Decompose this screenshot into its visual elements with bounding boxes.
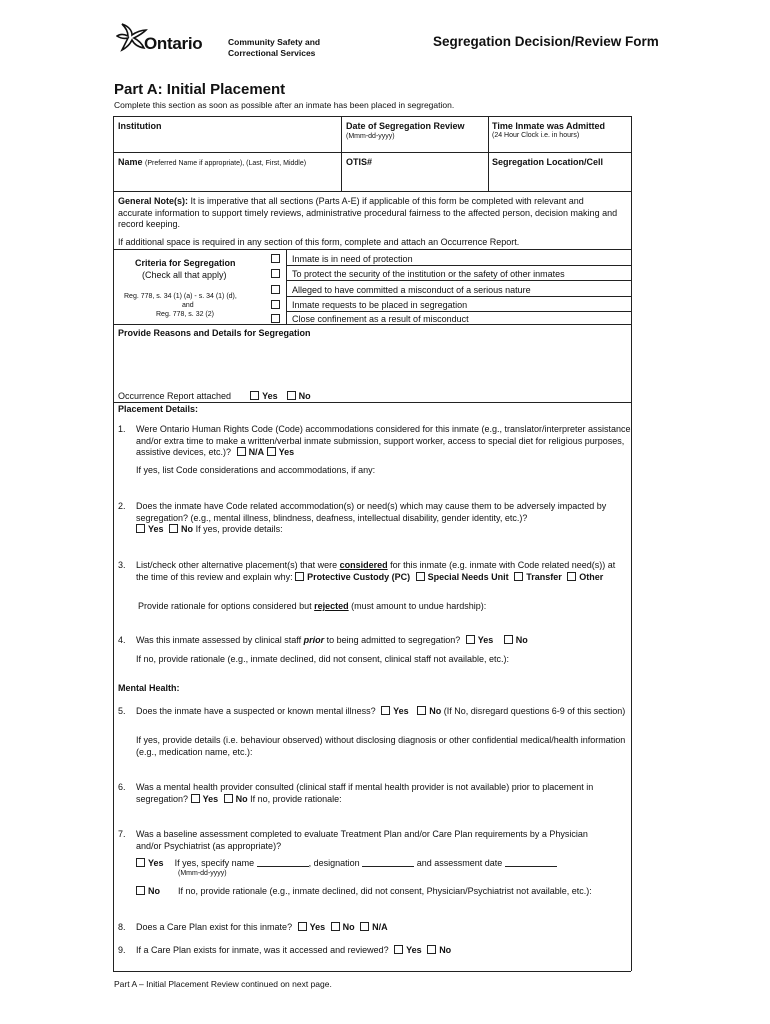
q4-no-checkbox[interactable]	[504, 635, 513, 644]
otis-field[interactable]	[343, 168, 486, 189]
mental-health-label: Mental Health:	[118, 683, 180, 693]
placement-details-label: Placement Details:	[118, 404, 199, 414]
q2-yes-checkbox[interactable]	[136, 524, 145, 533]
occurrence-row	[118, 391, 311, 401]
occurrence-label: Occurrence Report attached	[118, 391, 232, 401]
q3-rationale	[138, 601, 486, 611]
criteria-option-3[interactable]	[271, 300, 283, 310]
part-a-instruction: Complete this section as soon as possible after an inmate has been placed in segregation.	[114, 100, 455, 110]
q6-yes-label: Yes	[202, 793, 219, 804]
q1-number: 1.	[118, 424, 126, 434]
q9-number: 9.	[118, 945, 126, 955]
q8-yes-label: Yes	[309, 922, 326, 932]
q6-no-label: No	[235, 793, 248, 804]
q4-text-a: Was this inmate assessed by clinical staff	[136, 635, 302, 645]
name-label-group	[118, 157, 306, 167]
q8-number: 8.	[118, 922, 126, 932]
q2-number: 2.	[118, 501, 126, 511]
admit-time-field[interactable]	[490, 142, 629, 151]
q5-answer-field[interactable]	[136, 760, 626, 778]
ministry-name	[228, 37, 320, 59]
additional-space-note: If additional space is required in any section of this form, complete and attach an Occurrence Report.	[118, 237, 520, 247]
institution-field[interactable]	[115, 132, 339, 150]
criteria-title: Criteria for Segregation	[135, 258, 236, 268]
criteria-option-4-label: Close confinement as a result of misconduct	[292, 314, 469, 324]
q7-yes-checkbox[interactable]	[136, 858, 145, 867]
q7-date-hint: (Mmm-dd-yyyy)	[178, 870, 227, 877]
q4-text-b: to being admitted to segregation?	[326, 635, 461, 645]
checkbox[interactable]	[271, 314, 280, 323]
q6-number: 6.	[118, 782, 126, 792]
otis-label: OTIS#	[346, 157, 373, 167]
q5-yes-label: Yes	[393, 706, 409, 716]
q7-yes-row	[136, 857, 557, 868]
q6-answer-field[interactable]	[136, 808, 626, 826]
question-8	[118, 922, 638, 934]
form-title: Segregation Decision/Review Form	[433, 34, 659, 49]
admit-time-hint: (24 Hour Clock i.e. in hours)	[492, 132, 580, 139]
q1-follow-up: If yes, list Code considerations and accommodations, if any:	[136, 465, 376, 475]
criteria-option-0-label: Inmate is in need of protection	[292, 254, 413, 264]
q3-snu-checkbox[interactable]	[416, 572, 425, 581]
question-3	[118, 560, 628, 583]
q1-text: Were Ontario Human Rights Code (Code) accommodations considered for this inmate (e.g., translator/interpreter assistance and/or extra time to make a written/verbal inmate submission, support worker, access to special diet for religious purposes, assistive devices, etc.)?	[136, 424, 631, 457]
q2-answer-field[interactable]	[136, 538, 626, 556]
q8-yes-checkbox[interactable]	[298, 922, 307, 931]
q3-other-checkbox[interactable]	[567, 572, 576, 581]
institution-label: Institution	[118, 121, 162, 131]
q3-other-label: Other	[579, 571, 604, 582]
q7-yes-text-b: , designation	[308, 858, 360, 868]
ministry-line-1: Community Safety and	[228, 37, 321, 47]
criteria-option-1[interactable]	[271, 269, 283, 279]
q2-no-label: No	[181, 524, 194, 534]
criteria-option-0[interactable]	[271, 254, 283, 264]
review-date-hint: (Mmm-dd-yyyy)	[346, 133, 395, 140]
q3-considered: considered	[339, 560, 388, 570]
q7-no-label: No	[148, 886, 160, 896]
q3-snu-label: Special Needs Unit	[427, 571, 509, 582]
q3-number: 3.	[118, 560, 126, 570]
question-1	[118, 424, 638, 459]
q7-yes-text-c: and assessment date	[416, 858, 503, 868]
question-2	[118, 501, 630, 536]
q1-answer-field[interactable]	[136, 477, 626, 497]
occurrence-no-checkbox[interactable]	[287, 391, 296, 400]
q5-no-checkbox[interactable]	[417, 706, 426, 715]
criteria-reg-1: Reg. 778, s. 34 (1) (a) - s. 34 (1) (d),	[124, 293, 237, 300]
criteria-option-4[interactable]	[271, 314, 283, 324]
name-hint: (Preferred Name if appropriate), (Last, First, Middle)	[145, 160, 307, 167]
q9-text: If a Care Plan exists for inmate, was it accessed and reviewed?	[136, 945, 389, 955]
question-7	[118, 829, 608, 852]
seg-location-label: Segregation Location/Cell	[492, 157, 604, 167]
checkbox[interactable]	[271, 285, 280, 294]
q4-yes-checkbox[interactable]	[466, 635, 475, 644]
logo-wordmark: Ontario	[144, 34, 203, 53]
q2-text: Does the inmate have Code related accommodation(s) or need(s) which may cause them to be adversely impacted by segregation? (e.g., mental illness, blindness, deafness, intellectual disability, gender identity, etc.)?	[136, 501, 607, 523]
q4-yes-label: Yes	[477, 635, 494, 645]
occurrence-no-label: No	[298, 391, 311, 401]
q7-no-checkbox[interactable]	[136, 886, 145, 895]
q1-yes-label: Yes	[278, 447, 295, 457]
q4-follow-up: If no, provide rationale (e.g., inmate declined, did not consent, clinical staff not available, etc.):	[136, 654, 510, 664]
q7-name-field[interactable]	[257, 857, 309, 867]
q3-rationale-b: (must amount to undue hardship):	[351, 601, 487, 611]
q9-yes-label: Yes	[406, 945, 422, 955]
name-field[interactable]	[115, 168, 339, 189]
criteria-reg-2: Reg. 778, s. 32 (2)	[156, 311, 214, 318]
q6-yes-checkbox[interactable]	[191, 794, 200, 803]
q9-no-label: No	[439, 945, 452, 955]
occurrence-yes-label: Yes	[262, 391, 278, 401]
q8-na-checkbox[interactable]	[360, 922, 369, 931]
checkbox[interactable]	[271, 254, 280, 263]
q4-no-label: No	[515, 635, 528, 645]
q5-no-label: No	[429, 706, 442, 716]
criteria-option-3-label: Inmate requests to be placed in segregation	[292, 300, 468, 310]
q4-prior: prior	[303, 635, 325, 645]
q6-text: Was a mental health provider consulted (clinical staff if mental health provider is not available) prior to placement in segregation?	[136, 782, 594, 804]
part-a-title: Part A: Initial Placement	[114, 81, 286, 98]
review-date-field[interactable]	[343, 142, 486, 151]
q9-no-checkbox[interactable]	[427, 945, 436, 954]
q7-yes-text-a: If yes, specify name	[174, 858, 255, 868]
q1-na-label: N/A	[248, 447, 265, 457]
q4-number: 4.	[118, 635, 126, 645]
q2-follow-up: If yes, provide details:	[195, 524, 283, 534]
reasons-label: Provide Reasons and Details for Segregation	[118, 328, 311, 338]
q5-text: Does the inmate have a suspected or known mental illness?	[136, 706, 376, 716]
review-date-label: Date of Segregation Review	[346, 121, 465, 131]
q9-yes-checkbox[interactable]	[394, 945, 403, 954]
q3-rejected: rejected	[314, 601, 349, 611]
q7-text: Was a baseline assessment completed to evaluate Treatment Plan and/or Care Plan requirements by a Physician and/or Psychiatrist (as appropriate)?	[136, 829, 588, 851]
question-9	[118, 945, 638, 957]
q8-na-label: N/A	[372, 922, 388, 932]
q7-designation-field[interactable]	[362, 857, 414, 867]
q2-no-checkbox[interactable]	[169, 524, 178, 533]
q5-note: (If No, disregard questions 6-9 of this section)	[443, 706, 626, 716]
q3-pc-label: Protective Custody (PC)	[307, 571, 411, 582]
criteria-option-2-label: Alleged to have committed a misconduct of a serious nature	[292, 285, 531, 295]
question-5	[118, 706, 633, 718]
seg-location-field[interactable]	[490, 168, 629, 189]
q3-pc-checkbox[interactable]	[295, 572, 304, 581]
q5-follow-up: If yes, provide details (i.e. behaviour observed) without disclosing diagnosis or other confidential medical/health information (e.g., medication name, etc.):	[136, 735, 626, 757]
q7-date-field[interactable]	[505, 857, 557, 867]
q3-rationale-a: Provide rationale for options considered but	[138, 601, 312, 611]
q7-number: 7.	[118, 829, 126, 839]
q5-yes-checkbox[interactable]	[381, 706, 390, 715]
criteria-option-2[interactable]	[271, 285, 283, 295]
checkbox[interactable]	[271, 269, 280, 278]
ministry-line-2: Correctional Services	[228, 48, 316, 58]
general-note-label: General Note(s):	[118, 196, 189, 206]
general-note-text: It is imperative that all sections (Parts A-E) if applicable of this form be completed with relevant and accurate information to support timely reviews, administrative procedural fairness to the affected person, decision making and record keeping.	[118, 196, 618, 229]
q3-text-b: for this inmate (e.g. inmate with Code related need(s)) at the time of this review and explain why:	[136, 560, 616, 582]
criteria-subtitle: (Check all that apply)	[142, 270, 227, 280]
reasons-field[interactable]	[115, 340, 629, 388]
q8-no-checkbox[interactable]	[331, 922, 340, 931]
q3-answer-field[interactable]	[136, 614, 626, 632]
general-note	[118, 196, 618, 231]
q1-na-checkbox[interactable]	[237, 447, 246, 456]
question-6	[118, 782, 633, 805]
q7-yes-label: Yes	[148, 858, 164, 868]
q6-follow-up: If no, provide rationale:	[250, 793, 342, 804]
ontario-logo	[116, 22, 216, 56]
occurrence-yes-checkbox[interactable]	[250, 391, 259, 400]
q7-no-text: If no, provide rationale (e.g., inmate declined, did not consent, Physician/Psychiatrist not available, etc.):	[178, 886, 592, 896]
q3-transfer-checkbox[interactable]	[514, 572, 523, 581]
name-label: Name	[118, 157, 143, 167]
q5-number: 5.	[118, 706, 126, 716]
checkbox[interactable]	[271, 300, 280, 309]
q6-no-checkbox[interactable]	[224, 794, 233, 803]
q2-yes-label: Yes	[148, 524, 164, 534]
q4-answer-field[interactable]	[136, 666, 626, 680]
q8-text: Does a Care Plan exist for this inmate?	[136, 922, 293, 932]
page-footer: Part A – Initial Placement Review continued on next page.	[114, 979, 332, 989]
criteria-option-1-label: To protect the security of the institution or the safety of other inmates	[292, 269, 565, 279]
q3-transfer-label: Transfer	[526, 571, 562, 582]
question-4	[118, 635, 638, 647]
q3-text-a: List/check other alternative placement(s) that were	[136, 560, 338, 570]
q1-yes-checkbox[interactable]	[267, 447, 276, 456]
q8-no-label: No	[342, 922, 355, 932]
criteria-reg-and: and	[182, 302, 194, 309]
admit-time-label: Time Inmate was Admitted	[492, 121, 606, 131]
